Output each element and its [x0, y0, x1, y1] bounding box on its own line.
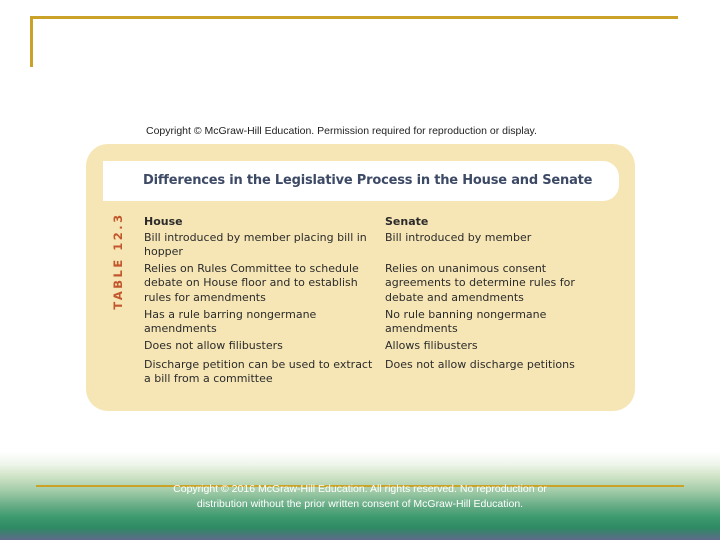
house-row-1: Bill introduced by member placing bill in hopper — [144, 230, 367, 259]
house-header: House — [144, 215, 183, 228]
copyright-notice-top: Copyright © McGraw-Hill Education. Permission required for reproduction or display. — [146, 125, 537, 137]
table-label-column — [103, 201, 133, 391]
table-title: Differences in the Legislative Process in the House and Senate — [143, 173, 593, 188]
senate-row-1: Bill introduced by member — [385, 230, 532, 244]
senate-header: Senate — [385, 215, 429, 228]
senate-row-2: Relies on unanimous consent agreements to determine rules for debate and amendments — [385, 261, 575, 304]
house-row-3: Has a rule barring nongermane amendments — [144, 307, 317, 336]
copyright-notice-bottom: Copyright © 2016 McGraw-Hill Education. All rights reserved. No reproduction or distribution without the prior written consent of McGraw-Hill Education. — [173, 483, 547, 510]
senate-row-3: No rule banning nongermane amendments — [385, 307, 547, 336]
slide-frame-left-line — [30, 16, 33, 67]
house-column — [144, 215, 374, 388]
table-number-label: TABLE 12.3 — [111, 212, 125, 310]
house-row-5: Discharge petition can be used to extract a bill from a committee — [144, 357, 373, 386]
senate-column — [385, 215, 605, 388]
senate-row-4: Allows filibusters — [385, 338, 478, 352]
senate-row-5: Does not allow discharge petitions — [385, 357, 575, 371]
house-row-2: Relies on Rules Committee to schedule debate on House floor and to establish rules for amendments — [144, 261, 359, 304]
house-row-4: Does not allow filibusters — [144, 338, 283, 352]
slide-frame-top-line — [30, 16, 678, 19]
